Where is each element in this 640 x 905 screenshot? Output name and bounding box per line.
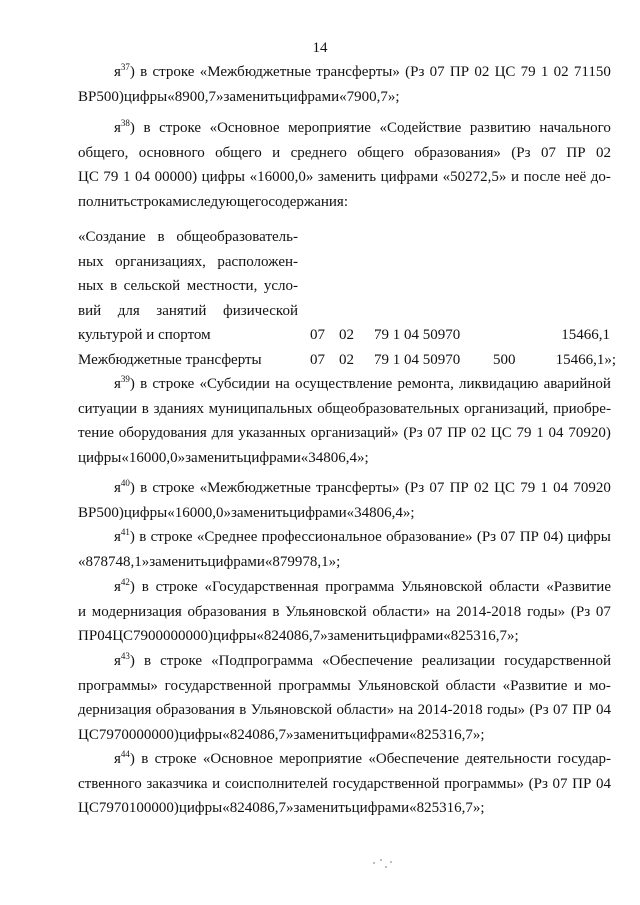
table-row	[78, 299, 618, 324]
paragraph-line: ЦС 79 7 00 00000) цифры «824086,7» заменить цифрами «825316,7»;	[78, 726, 485, 743]
paragraph-ya37	[78, 60, 611, 109]
item-marker: $я^{38}$)	[114, 118, 135, 136]
item-marker: $я^{37}$)	[114, 62, 135, 80]
item-marker: $я^{42}$)	[114, 577, 135, 595]
item-marker: $я^{43}$)	[114, 651, 135, 669]
table-row	[78, 225, 618, 250]
paragraph-line: тение оборудования для указанных организаций» (Рз 07 ПР 02 ЦС 79 1 04 70920)	[78, 425, 611, 441]
paragraph-line: «878748,1» заменить цифрами «879978,1»;	[78, 553, 341, 570]
table-cell-sum: 15466,1	[561, 327, 610, 343]
paragraph-line: $я^{41}$) в строке «Среднее профессиональное образование» (Рз 07 ПР 04) цифры	[78, 525, 611, 550]
table-row	[78, 274, 618, 299]
page-number: 14	[312, 40, 328, 56]
paragraph-ya44	[78, 747, 611, 821]
table-row	[78, 323, 618, 348]
paragraph-line: ВР 500) цифры «8900,7» заменить цифрами «7900,7»;	[78, 88, 400, 105]
item-marker: $я^{44}$)	[114, 749, 135, 767]
table-cell-desc: Межбюджетные трансферты	[78, 351, 262, 368]
paragraph-line: общего, основного общего и среднего общего образования» (Рз 07 ПР 02	[78, 144, 611, 161]
table-cell-rz: 07	[310, 351, 325, 368]
table-cell-rz: 07	[310, 327, 325, 343]
paragraph-line: $я^{44}$) в строке «Основное мероприятие «Обеспечение деятельности государ-	[78, 747, 611, 772]
table-cell-desc: ных в сельской местности, усло-	[78, 278, 298, 294]
paragraph-line: $я^{39}$) в строке «Субсидии на осуществление ремонта, ликвидацию аварийной	[78, 372, 611, 397]
item-marker: $я^{39}$)	[114, 374, 135, 392]
paragraph-ya41	[78, 525, 611, 574]
table-cell-pr: 02	[339, 327, 354, 343]
paragraph-ya42	[78, 575, 611, 649]
paragraph-line: ситуации в зданиях муниципальных общеобразовательных организаций, приобре-	[78, 400, 611, 417]
table-cell-desc: вий для занятий физической	[78, 302, 298, 319]
paragraph-line: $я^{42}$) в строке «Государственная программа Ульяновской области «Развитие	[78, 575, 611, 600]
paragraph-line: ВР 500) цифры «16000,0» заменить цифрами «34806,4»;	[78, 504, 415, 521]
paragraph-line: ственного заказчика и соисполнителей государственной программы» (Рз 07 ПР 04	[78, 775, 611, 792]
paragraph-line: ПР 04 ЦС 79 0 00 00000) цифры «824086,7» заменить цифрами «825316,7»;	[78, 628, 519, 644]
table-row	[78, 348, 618, 373]
table-cell-cs: 79 1 04 50970	[374, 351, 461, 368]
item-marker: $я^{40}$)	[114, 478, 135, 496]
paragraph-line: $я^{38}$) в строке «Основное мероприятие «Содействие развитию начального	[78, 116, 611, 141]
paragraph-line: $я^{37}$) в строке «Межбюджетные трансферты» (Рз 07 ПР 02 ЦС 79 1 02 71150	[78, 60, 611, 85]
paragraph-line: дернизация образования в Ульяновской области» на 2014-2018 годы» (Рз 07 ПР 04	[78, 702, 611, 718]
scan-specks	[370, 858, 394, 872]
paragraph-line: программы» государственной программы Ульяновской области «Развитие и мо-	[78, 677, 611, 694]
insert-table	[78, 225, 618, 372]
table-cell-desc: культурой и спортом	[78, 327, 211, 343]
paragraph-line: $я^{40}$) в строке «Межбюджетные трансферты» (Рз 07 ПР 02 ЦС 79 1 04 70920	[78, 476, 611, 501]
paragraph-ya43	[78, 649, 611, 747]
table-cell-desc: ных организациях, расположен-	[78, 253, 298, 270]
paragraph-line: ЦС 79 1 04 00000) цифры «16000,0» заменить цифрами «50272,5» и после неё до-	[78, 169, 611, 185]
table-cell-vr: 500	[493, 351, 516, 368]
paragraph-line: и модернизация образования в Ульяновской области» на 2014-2018 годы» (Рз 07	[78, 603, 611, 620]
paragraph-line: полнить строками следующего содержания:	[78, 193, 349, 210]
table-cell-sum: 15466,1»;	[555, 351, 616, 368]
item-marker: $я^{41}$)	[114, 527, 135, 545]
table-cell-cs: 79 1 04 50970	[374, 327, 461, 343]
paragraph-ya39	[78, 372, 611, 470]
paragraph-line: ЦС 79 7 01 00000) цифры «824086,7» заменить цифрами «825316,7»;	[78, 800, 485, 816]
table-cell-desc: «Создание в общеобразователь-	[78, 229, 298, 245]
paragraph-ya40	[78, 476, 611, 525]
table-row	[78, 250, 618, 275]
table-cell-pr: 02	[339, 351, 354, 368]
paragraph-line: $я^{43}$) в строке «Подпрограмма «Обеспечение реализации государственной	[78, 649, 611, 674]
paragraph-ya38	[78, 116, 611, 214]
paragraph-line: цифры «16000,0» заменить цифрами «34806,4»;	[78, 449, 369, 466]
